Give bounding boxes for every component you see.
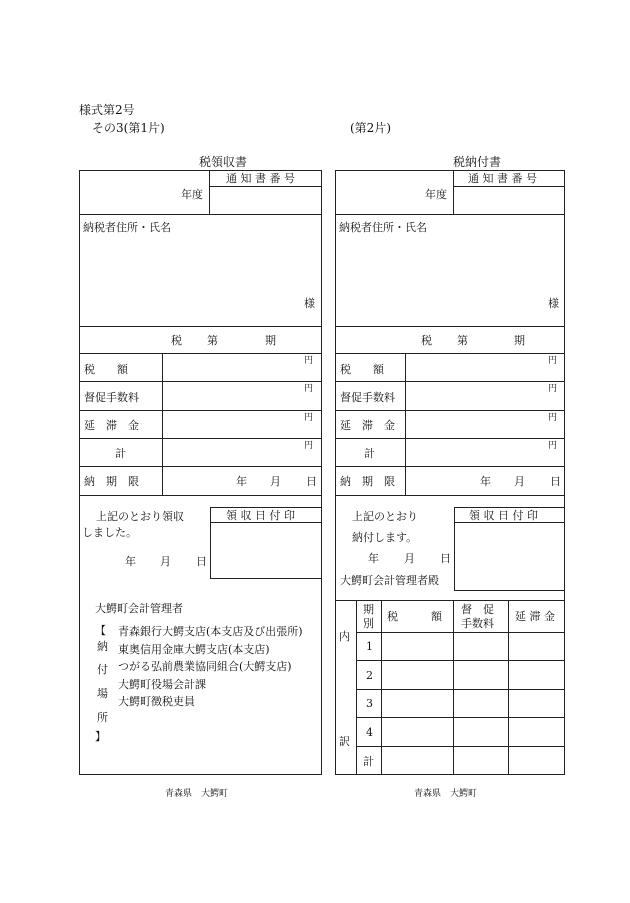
receipt-statement-2: しました。	[82, 526, 137, 539]
payment-delinquency-unit: 円	[548, 413, 558, 423]
receipt-fee-label: 督促手数料	[84, 391, 139, 404]
payment-statement-2: 納付します。	[352, 531, 418, 544]
payment-fee-unit: 円	[548, 384, 558, 394]
receipt-period-dai: 第	[207, 334, 218, 347]
payment-honorific: 様	[548, 297, 559, 310]
payment-statement-1: 上記のとおり	[352, 510, 418, 523]
bank-2: 東奥信用金庫大鰐支店(本支店)	[118, 643, 270, 656]
payment-date-day: 日	[440, 552, 451, 565]
receipt-due-day: 日	[306, 475, 317, 488]
receipt-due-label: 納 期 限	[84, 475, 139, 488]
payment-place-label-4: 所	[97, 711, 108, 724]
payment-addressee: 大鰐町会計管理者殿	[340, 574, 439, 587]
receipt-date-month: 月	[160, 555, 171, 568]
payment-year-label: 年度	[425, 188, 447, 201]
payment-title: 税納付書	[453, 155, 502, 169]
receipt-period-ki: 期	[265, 334, 276, 347]
breakdown-header-delinquency: 延 滞 金	[515, 610, 555, 623]
part-2-label: (第2片)	[350, 121, 391, 135]
receipt-statement-1: 上記のとおり領収	[96, 510, 184, 523]
receipt-delinquency-unit: 円	[304, 413, 314, 423]
payment-place-label-2: 付	[97, 663, 108, 676]
breakdown-header-fee-2: 手数料	[461, 617, 494, 630]
receipt-delinquency-label: 延 滞 金	[84, 419, 139, 432]
receipt-date-day: 日	[196, 555, 207, 568]
receipt-total-unit: 円	[304, 441, 314, 451]
bracket-open: 【	[95, 624, 106, 637]
receipt-tax-amount-label: 税 額	[84, 363, 128, 376]
payment-due-label: 納 期 限	[340, 475, 395, 488]
bank-1: 青森銀行大鰐支店(本支店及び出張所)	[118, 625, 303, 638]
receipt-due-year: 年	[236, 475, 247, 488]
breakdown-row-3: 3	[366, 697, 373, 710]
payment-total-label: 計	[364, 447, 375, 460]
breakdown-header-fee-1: 督 促	[461, 603, 494, 616]
receipt-period-tax: 税	[171, 334, 182, 347]
receipt-total-label: 計	[115, 447, 126, 460]
breakdown-label-wake: 訳	[339, 735, 350, 748]
breakdown-header-period-1: 期	[363, 603, 374, 616]
form-number: 様式第2号	[79, 103, 135, 117]
receipt-date-year: 年	[125, 555, 136, 568]
payment-stamp-label: 領 収 日 付 印	[469, 509, 538, 522]
bank-4: 大鰐町役場会計課	[118, 678, 206, 691]
breakdown-row-4: 4	[366, 726, 373, 739]
receipt-taxpayer-label: 納税者住所・氏名	[83, 221, 171, 234]
receipt-notice-number-label: 通 知 書 番 号	[226, 172, 295, 185]
receipt-stamp-label: 領 収 日 付 印	[226, 509, 295, 522]
receipt-title: 税領収書	[199, 155, 248, 169]
bank-5: 大鰐町徴税吏員	[118, 695, 195, 708]
part-1-label: その3(第1片)	[92, 121, 165, 135]
footer-left: 青森県 大鰐町	[165, 789, 229, 799]
payment-notice-number-label: 通 知 書 番 号	[468, 172, 537, 185]
payment-place-label-1: 納	[97, 640, 108, 653]
payment-delinquency-label: 延 滞 金	[340, 419, 395, 432]
bank-3: つがる弘前農業協同組合(大鰐支店)	[118, 660, 292, 673]
breakdown-header-period-2: 別	[363, 617, 374, 630]
payment-due-year: 年	[480, 475, 491, 488]
receipt-fee-unit: 円	[304, 384, 314, 394]
payment-period-ki: 期	[514, 334, 525, 347]
payment-place-label-3: 場	[97, 687, 108, 700]
payment-taxpayer-label: 納税者住所・氏名	[339, 221, 427, 234]
receipt-tax-amount-unit: 円	[304, 356, 314, 366]
payment-tax-amount-unit: 円	[548, 356, 558, 366]
payment-border	[335, 170, 565, 775]
bracket-close: 】	[95, 730, 106, 743]
payment-fee-label: 督促手数料	[340, 391, 395, 404]
receipt-treasurer: 大鰐町会計管理者	[95, 602, 183, 615]
breakdown-row-2: 2	[366, 669, 373, 682]
receipt-honorific: 様	[304, 297, 315, 310]
footer-right: 青森県 大鰐町	[414, 789, 478, 799]
payment-period-dai: 第	[457, 334, 468, 347]
payment-tax-amount-label: 税 額	[340, 363, 384, 376]
payment-due-month: 月	[514, 475, 525, 488]
breakdown-label-uchi: 内	[339, 630, 350, 643]
breakdown-row-1: 1	[366, 640, 373, 653]
receipt-due-month: 月	[270, 475, 281, 488]
receipt-year-label: 年度	[181, 188, 203, 201]
payment-period-tax: 税	[421, 334, 432, 347]
payment-total-unit: 円	[548, 441, 558, 451]
breakdown-header-tax: 税 額	[387, 610, 442, 623]
payment-date-month: 月	[404, 552, 415, 565]
breakdown-row-total: 計	[363, 755, 374, 768]
payment-due-day: 日	[550, 475, 561, 488]
payment-date-year: 年	[368, 552, 379, 565]
